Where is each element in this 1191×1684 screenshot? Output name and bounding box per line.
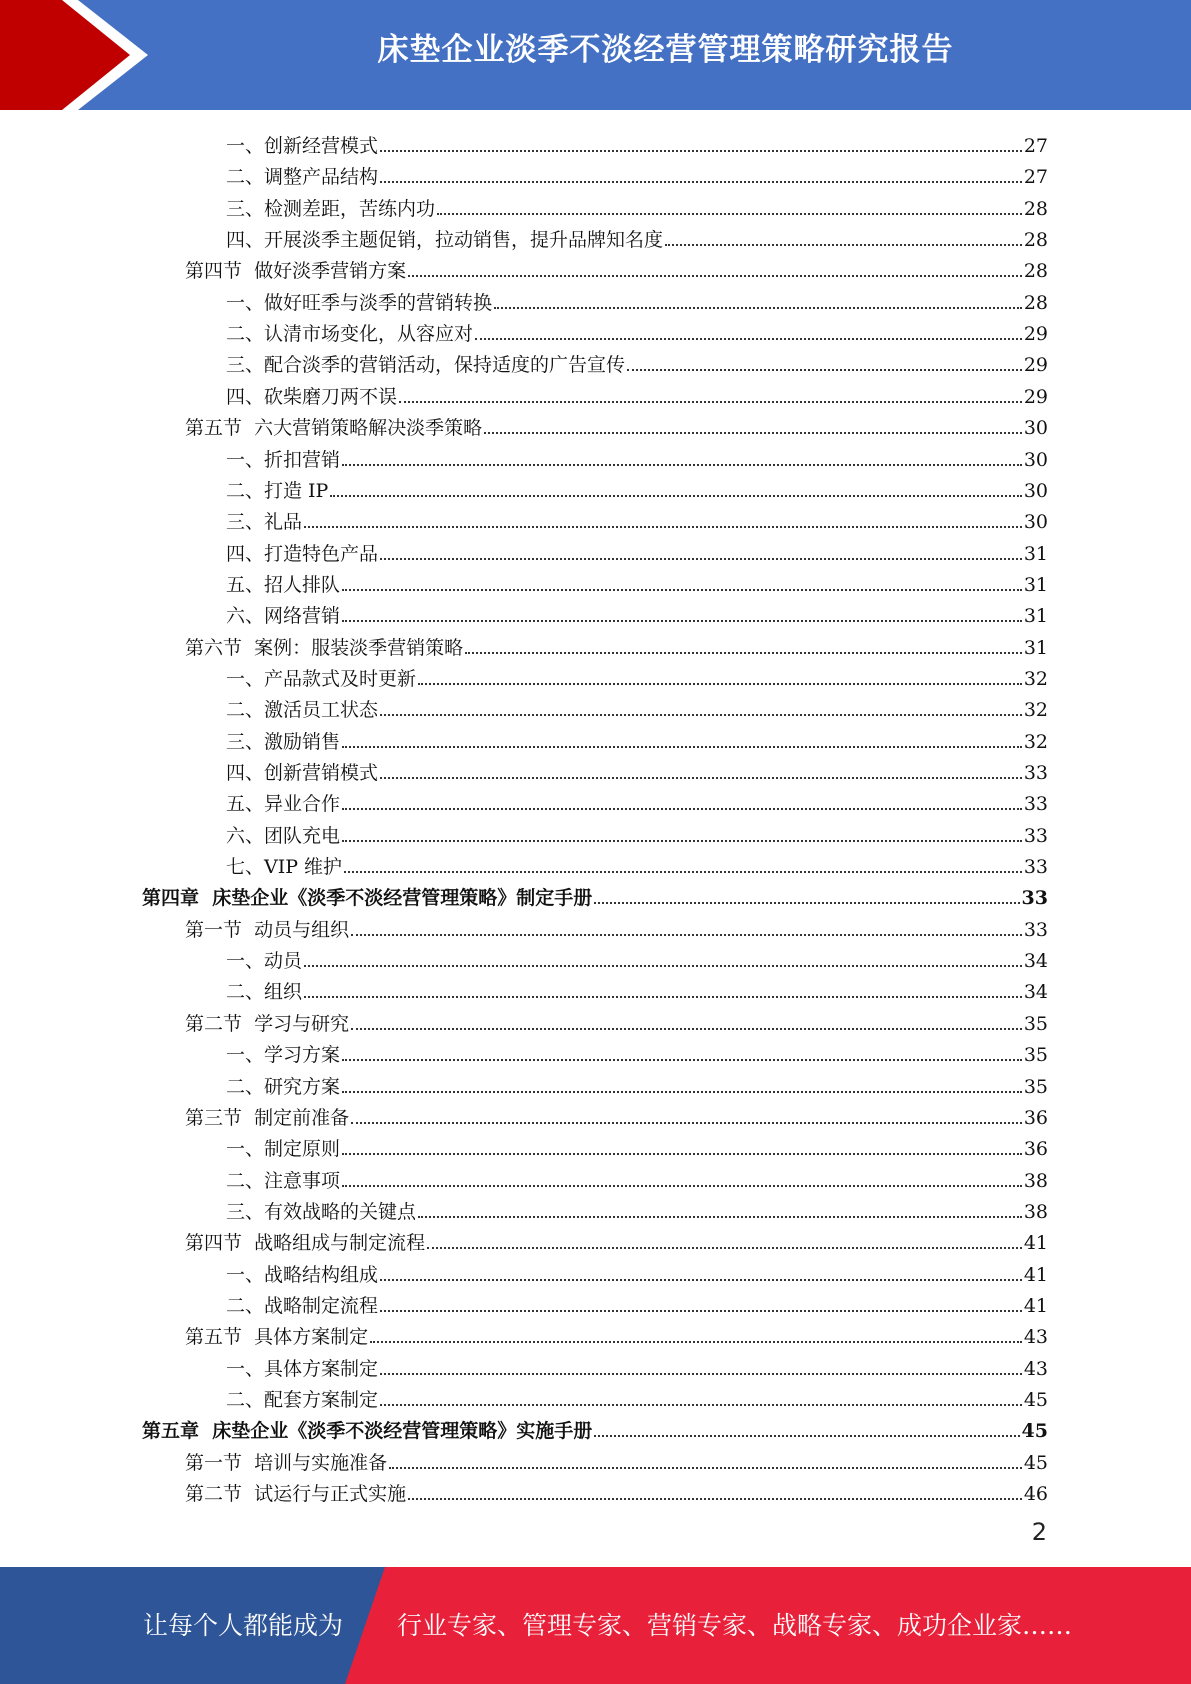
toc-entry-title: 五、异业合作 bbox=[226, 793, 341, 816]
toc-page-number: 43 bbox=[1023, 1357, 1048, 1380]
toc-page-number: 30 bbox=[1023, 448, 1048, 471]
toc-dot-leader bbox=[304, 965, 1022, 967]
toc-page-number: 41 bbox=[1023, 1232, 1048, 1255]
toc-entry-title: 第四章 床垫企业《淡季不淡经营管理策略》制定手册 bbox=[142, 887, 593, 910]
toc-page-number: 43 bbox=[1023, 1326, 1048, 1349]
toc-dot-leader bbox=[342, 589, 1022, 591]
toc-entry-title: 三、有效战略的关键点 bbox=[226, 1200, 417, 1223]
report-title: 床垫企业淡季不淡经营管理策略研究报告 bbox=[377, 32, 954, 68]
toc-subsection-entry[interactable] bbox=[226, 158, 1048, 189]
toc-entry-title: 第四节 做好淡季营销方案 bbox=[185, 260, 407, 283]
toc-entry-title: 第一节 培训与实施准备 bbox=[185, 1451, 388, 1474]
toc-page-number: 29 bbox=[1023, 385, 1048, 408]
toc-dot-leader bbox=[342, 1059, 1022, 1061]
toc-entry-title: 一、创新经营模式 bbox=[226, 135, 379, 157]
toc-entry-title: 六、团队充电 bbox=[226, 824, 341, 847]
toc-dot-leader bbox=[380, 150, 1022, 152]
toc-subsection-entry[interactable] bbox=[226, 660, 1048, 691]
toc-dot-leader bbox=[665, 244, 1022, 246]
toc-page-number: 38 bbox=[1023, 1200, 1048, 1223]
toc-page-number: 33 bbox=[1023, 824, 1048, 847]
toc-page-number: 33 bbox=[1021, 887, 1048, 910]
toc-entry-title: 一、制定原则 bbox=[226, 1138, 341, 1161]
toc-page-number: 36 bbox=[1023, 1106, 1048, 1129]
toc-page-number: 28 bbox=[1023, 260, 1048, 283]
page-number: 2 bbox=[1031, 1518, 1047, 1546]
toc-page-number: 33 bbox=[1023, 793, 1048, 816]
toc-page-number: 34 bbox=[1023, 950, 1048, 973]
toc-dot-leader bbox=[594, 902, 1019, 904]
toc-subsection-entry[interactable] bbox=[226, 535, 1048, 566]
toc-subsection-entry[interactable] bbox=[226, 1162, 1048, 1193]
toc-dot-leader bbox=[342, 840, 1022, 842]
toc-entry-title: 五、招人排队 bbox=[226, 573, 341, 596]
toc-entry-title: 二、组织 bbox=[226, 981, 303, 1004]
toc-section-entry[interactable] bbox=[185, 1318, 1048, 1349]
toc-dot-leader bbox=[342, 1091, 1022, 1093]
toc-entry-title: 第二节 试运行与正式实施 bbox=[185, 1483, 407, 1506]
toc-entry-title: 一、动员 bbox=[226, 950, 303, 973]
toc-subsection-entry[interactable] bbox=[226, 221, 1048, 252]
toc-page-number: 33 bbox=[1023, 918, 1048, 941]
toc-entry-title: 二、研究方案 bbox=[226, 1075, 341, 1098]
toc-dot-leader bbox=[475, 338, 1022, 340]
toc-entry-title: 二、调整产品结构 bbox=[226, 166, 379, 189]
toc-dot-leader bbox=[380, 1310, 1022, 1312]
toc-page-number: 45 bbox=[1023, 1389, 1048, 1411]
toc-entry-title: 第四节 战略组成与制定流程 bbox=[185, 1232, 426, 1255]
toc-dot-leader bbox=[380, 1404, 1022, 1406]
toc-entry-title: 三、检测差距，苦练内功 bbox=[226, 197, 436, 220]
toc-entry-title: 第三节 制定前准备 bbox=[185, 1106, 350, 1129]
toc-page-number: 28 bbox=[1023, 291, 1048, 314]
toc-dot-leader bbox=[342, 464, 1022, 466]
toc-page-number: 35 bbox=[1023, 1044, 1048, 1067]
toc-dot-leader bbox=[408, 275, 1022, 277]
toc-entry-title: 二、激活员工状态 bbox=[226, 699, 379, 722]
toc-subsection-entry[interactable] bbox=[226, 785, 1048, 816]
toc-dot-leader bbox=[342, 746, 1022, 748]
toc-dot-leader bbox=[484, 432, 1022, 434]
footer-slogan-right: 行业专家、管理专家、营销专家、战略专家、成功企业家…… bbox=[397, 1611, 1073, 1640]
toc-dot-leader bbox=[342, 1185, 1022, 1187]
toc-chapter-entry[interactable] bbox=[142, 1412, 1048, 1443]
toc-subsection-entry[interactable] bbox=[226, 597, 1048, 628]
toc-subsection-entry[interactable] bbox=[226, 284, 1048, 315]
toc-dot-leader bbox=[627, 369, 1022, 371]
toc-subsection-entry[interactable] bbox=[226, 1068, 1048, 1099]
toc-dot-leader bbox=[330, 495, 1021, 497]
toc-entry-title: 三、激励销售 bbox=[226, 730, 341, 753]
footer-slogan-left: 让每个人都能成为 bbox=[143, 1611, 344, 1640]
toc-entry-title: 第二节 学习与研究 bbox=[185, 1012, 350, 1035]
toc-page-number: 45 bbox=[1021, 1420, 1048, 1443]
toc-subsection-entry[interactable] bbox=[226, 441, 1048, 472]
page-header bbox=[0, 0, 1191, 110]
toc-entry-title: 二、配套方案制定 bbox=[226, 1389, 379, 1411]
toc-page-number: 27 bbox=[1023, 135, 1048, 157]
toc-page-number: 41 bbox=[1023, 1263, 1048, 1286]
toc-page-number: 36 bbox=[1023, 1138, 1048, 1161]
toc-entry-title: 七、VIP 维护 bbox=[226, 856, 343, 879]
toc-subsection-entry[interactable] bbox=[226, 723, 1048, 754]
page-footer bbox=[0, 1567, 1191, 1684]
toc-entry-title: 一、具体方案制定 bbox=[226, 1357, 379, 1380]
toc-dot-leader bbox=[351, 1028, 1022, 1030]
toc-entry-title: 三、礼品 bbox=[226, 511, 303, 534]
toc-page-number: 34 bbox=[1023, 981, 1048, 1004]
toc-page-number: 30 bbox=[1023, 511, 1048, 534]
toc-entry-title: 一、产品款式及时更新 bbox=[226, 667, 417, 690]
toc-page-number: 29 bbox=[1023, 323, 1048, 346]
toc-chapter-entry[interactable] bbox=[142, 879, 1048, 910]
toc-entry-title: 二、认清市场变化，从容应对 bbox=[226, 323, 474, 346]
toc-subsection-entry[interactable] bbox=[226, 691, 1048, 722]
toc-entry-title: 四、创新营销模式 bbox=[226, 762, 379, 784]
toc-dot-leader bbox=[437, 213, 1022, 215]
toc-dot-leader bbox=[351, 1122, 1022, 1124]
toc-entry-title: 二、注意事项 bbox=[226, 1169, 341, 1192]
toc-page-number: 35 bbox=[1023, 1075, 1048, 1098]
toc-entry-title: 一、战略结构组成 bbox=[226, 1263, 379, 1286]
toc-entry-title: 一、折扣营销 bbox=[226, 448, 341, 471]
toc-subsection-entry[interactable] bbox=[226, 315, 1048, 346]
toc-page-number: 31 bbox=[1023, 573, 1048, 596]
toc-page-number: 31 bbox=[1023, 636, 1048, 659]
toc-dot-leader bbox=[594, 1435, 1019, 1437]
toc-dot-leader bbox=[408, 1498, 1022, 1500]
toc-section-entry[interactable] bbox=[185, 1475, 1048, 1506]
toc-dot-leader bbox=[399, 401, 1022, 403]
toc-page-number: 30 bbox=[1023, 417, 1048, 440]
toc-section-entry[interactable] bbox=[185, 409, 1048, 440]
toc-page-number: 29 bbox=[1023, 354, 1048, 377]
toc-entry-title: 四、打造特色产品 bbox=[226, 542, 379, 565]
toc-subsection-entry[interactable] bbox=[226, 973, 1048, 1004]
toc-entry-title: 四、开展淡季主题促销，拉动销售，提升品牌知名度 bbox=[226, 229, 664, 252]
red-arrow-decoration bbox=[0, 0, 150, 110]
toc-dot-leader bbox=[351, 934, 1022, 936]
toc-page-number: 30 bbox=[1023, 479, 1048, 502]
toc-entry-title: 第六节 案例：服装淡季营销策略 bbox=[185, 636, 464, 659]
toc-subsection-entry[interactable] bbox=[226, 1130, 1048, 1161]
toc-page-number: 28 bbox=[1023, 197, 1048, 220]
toc-subsection-entry[interactable] bbox=[226, 1256, 1048, 1287]
toc-dot-leader bbox=[380, 714, 1022, 716]
toc-dot-leader bbox=[380, 1373, 1022, 1375]
toc-subsection-entry[interactable] bbox=[226, 1287, 1048, 1318]
toc-subsection-entry[interactable] bbox=[226, 1381, 1048, 1412]
toc-section-entry[interactable] bbox=[185, 1224, 1048, 1255]
toc-subsection-entry[interactable] bbox=[226, 472, 1048, 503]
toc-dot-leader bbox=[342, 620, 1022, 622]
toc-page-number: 33 bbox=[1023, 762, 1048, 784]
toc-page-number: 33 bbox=[1023, 856, 1048, 879]
toc-entry-title: 六、网络营销 bbox=[226, 605, 341, 628]
toc-subsection-entry[interactable] bbox=[226, 346, 1048, 377]
toc-section-entry[interactable] bbox=[185, 1444, 1048, 1475]
toc-subsection-entry[interactable] bbox=[226, 754, 1048, 785]
toc-entry-title: 一、学习方案 bbox=[226, 1044, 341, 1067]
toc-subsection-entry[interactable] bbox=[226, 1350, 1048, 1381]
toc-dot-leader bbox=[418, 683, 1022, 685]
toc-entry-title: 二、打造 IP bbox=[226, 479, 329, 502]
toc-subsection-entry[interactable] bbox=[226, 817, 1048, 848]
toc-page-number: 35 bbox=[1023, 1012, 1048, 1035]
toc-section-entry[interactable] bbox=[185, 629, 1048, 660]
toc-subsection-entry[interactable] bbox=[226, 1193, 1048, 1224]
toc-dot-leader bbox=[370, 1341, 1022, 1343]
toc-dot-leader bbox=[380, 1279, 1022, 1281]
toc-page-number: 28 bbox=[1023, 229, 1048, 252]
toc-dot-leader bbox=[494, 307, 1022, 309]
toc-dot-leader bbox=[344, 871, 1022, 873]
toc-entry-title: 第五章 床垫企业《淡季不淡经营管理策略》实施手册 bbox=[142, 1420, 593, 1443]
toc-entry-title: 第一节 动员与组织 bbox=[185, 918, 350, 941]
toc-page-number: 46 bbox=[1023, 1483, 1048, 1506]
toc-page-number: 38 bbox=[1023, 1169, 1048, 1192]
toc-dot-leader bbox=[304, 526, 1022, 528]
toc-page-number: 32 bbox=[1023, 699, 1048, 722]
toc-dot-leader bbox=[380, 777, 1022, 779]
toc-subsection-entry[interactable] bbox=[226, 503, 1048, 534]
toc-entry-title: 第五节 具体方案制定 bbox=[185, 1326, 369, 1349]
toc-page-number: 32 bbox=[1023, 667, 1048, 690]
toc-section-entry[interactable] bbox=[185, 252, 1048, 283]
toc-dot-leader bbox=[389, 1467, 1022, 1469]
toc-subsection-entry[interactable] bbox=[226, 566, 1048, 597]
toc-entry-title: 三、配合淡季的营销活动，保持适度的广告宣传 bbox=[226, 354, 626, 377]
toc-entry-title: 四、砍柴磨刀两不误 bbox=[226, 385, 398, 408]
toc-dot-leader bbox=[465, 652, 1022, 654]
toc-dot-leader bbox=[342, 1153, 1022, 1155]
toc-subsection-entry[interactable] bbox=[226, 1036, 1048, 1067]
toc-dot-leader bbox=[342, 808, 1022, 810]
toc-section-entry[interactable] bbox=[185, 911, 1048, 942]
toc-subsection-entry[interactable] bbox=[226, 848, 1048, 879]
toc-page-number: 45 bbox=[1023, 1451, 1048, 1474]
toc-dot-leader bbox=[418, 1216, 1022, 1218]
toc-page-number: 32 bbox=[1023, 730, 1048, 753]
toc-page-number: 31 bbox=[1023, 605, 1048, 628]
toc-dot-leader bbox=[380, 181, 1022, 183]
toc-dot-leader bbox=[304, 996, 1022, 998]
toc-section-entry[interactable] bbox=[185, 1005, 1048, 1036]
toc-page-number: 27 bbox=[1023, 166, 1048, 189]
toc-entry-title: 二、战略制定流程 bbox=[226, 1294, 379, 1317]
toc-page-number: 31 bbox=[1023, 542, 1048, 565]
toc-entry-title: 第五节 六大营销策略解决淡季策略 bbox=[185, 417, 483, 440]
toc-page-number: 41 bbox=[1023, 1294, 1048, 1317]
toc-subsection-entry[interactable] bbox=[226, 127, 1048, 158]
toc-subsection-entry[interactable] bbox=[226, 378, 1048, 409]
toc-section-entry[interactable] bbox=[185, 1099, 1048, 1130]
toc-subsection-entry[interactable] bbox=[226, 942, 1048, 973]
toc-entry-title: 一、做好旺季与淡季的营销转换 bbox=[226, 291, 493, 314]
toc-dot-leader bbox=[380, 558, 1022, 560]
toc-dot-leader bbox=[427, 1247, 1022, 1249]
toc-subsection-entry[interactable] bbox=[226, 190, 1048, 221]
